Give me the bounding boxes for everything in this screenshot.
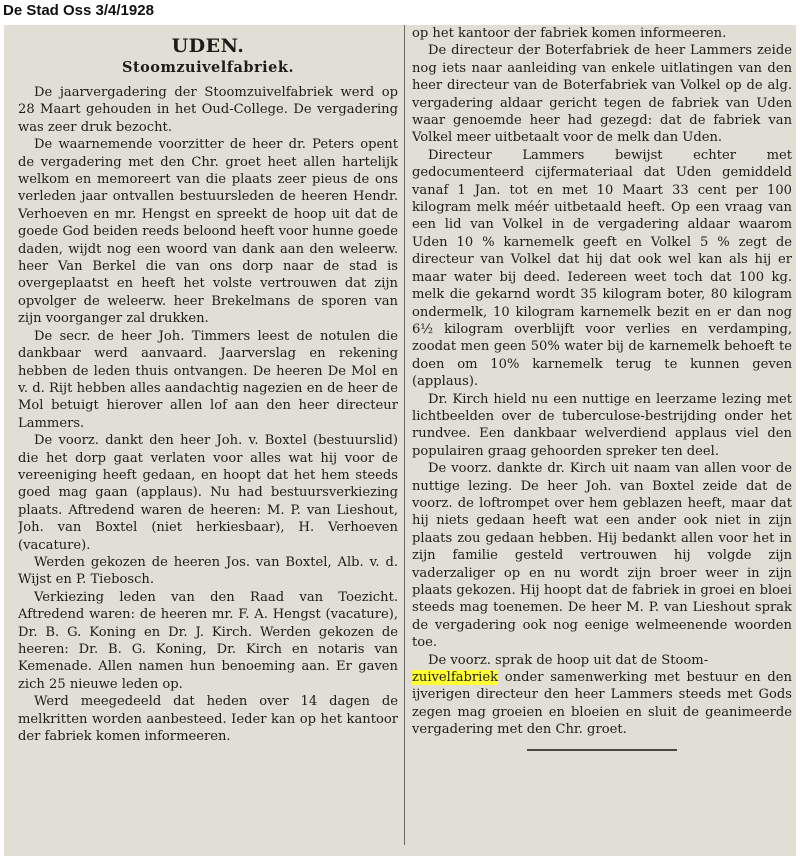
paragraph: Directeur Lammers bewijst echter met gedocumenteerd cijfermateriaal dat Uden gemiddeld vanaf 1 Jan. tot en met 10 Maart 33 cent per 100 kilogram melk méér uitbetaald heeft. Op een vraag van een lid van Volkel in de vergadering aldaar waarom Uden 10 % karnemelk geeft en Volkel 5 % zegt de directeur van Volkel dat hij dat ook wel kan als hij er maar water bij deed. Iedereen weet toch dat 100 kg. melk die gekarnd wordt 35 kilogram boter, 80 kilogram ondermelk, 10 kilogram karnemelk bezit en er dan nog 6½ kilogram overblijft voor verlies en verdamping, zoodat men geen 50% water bij de karnemelk behoeft te doen om 10% karnemelk terug te kunnen geven (applaus). [412, 147, 792, 390]
end-rule [527, 749, 677, 751]
paragraph: Dr. Kirch hield nu een nuttige en leerzame lezing met lichtbeelden over de tuberculose-bestrijding onder het rundvee. Een dankbaar welverdiend applaus viel den populairen graag gehoorden spreker ten deel. [412, 391, 792, 459]
continuation-line: op het kantoor der fabriek komen informeeren. [412, 26, 727, 41]
paragraph: De directeur der Boterfabriek de heer Lammers zeide nog iets naar aanleiding van enkele uitlatingen van den heer directeur van de Boterfabriek van Volkel op de alg. vergadering aldaar gericht tegen de fabriek van Uden waar genoemde heer had gezegd: dat de fabriek van Volkel meer uitbetaalt voor de melk dan Uden. [412, 43, 792, 146]
article-column-left [18, 25, 398, 856]
clipping-caption: De Stad Oss 3/4/1928 [3, 2, 154, 19]
paragraph: De voorz. dankt den heer Joh. v. Boxtel (bestuurslid) die het dorp gaat verlaten voor alles wat hij voor de vereeniging heeft gedaan, en hoopt dat het hem steeds goed mag gaan (applaus). Nu had bestuursverkiezing plaats. Aftredend waren de heeren: M. P. van Lieshout, Joh. van Boxtel (niet herkiesbaar), H. Verhoeven (vacature). [18, 433, 398, 553]
article-column-right [412, 25, 792, 856]
column-divider [404, 25, 405, 845]
article-place-heading: UDEN. [171, 35, 245, 57]
paragraph: De jaarvergadering der Stoomzuivelfabriek werd op 28 Maart gehouden in het Oud-College. De vergadering was zeer druk bezocht. [18, 85, 398, 135]
article-subtitle: Stoomzuivelfabriek. [121, 59, 295, 76]
closing-text-end: onder samenwerking met bestuur en den ijverigen directeur den heer Lammers steeds met Gods zegen mag groeien en bloeien en sluit de geanimeerde vergadering met den Chr. groet. [412, 670, 792, 738]
closing-text-start: De voorz. sprak de hoop uit dat de Stoom- [428, 652, 709, 668]
newspaper-clipping [4, 25, 796, 856]
highlighted-word: zuivelfabriek [412, 670, 499, 686]
paragraph: De voorz. dankte dr. Kirch uit naam van allen voor de nuttige lezing. De heer Joh. van Boxtel zeide dat de voorz. de loftrompet over hem geblazen heeft, maar dat hij niets gedaan heeft wat een ander ook niet in zijn plaats zou gedaan hebben. Hij bedankt allen voor het in zijn familie gesteld vertrouwen hij volgde zijn vaderzaliger op en nu wordt zijn broer weer in zijn plaats gekozen. Hij hoopt dat de fabriek in groei en bloei steeds mag toenemen. De heer M. P. van Lieshout sprak de vergadering ook nog eenige welmeenende woorden toe. [412, 461, 792, 651]
paragraph: Verkiezing leden van den Raad van Toezicht. Aftredend waren: de heeren mr. F. A. Hengst (vacature), Dr. B. G. Koning en Dr. J. Kirch. Werden gekozen de heeren: Dr. B. G. Koning, Dr. Kirch en notaris van Kemenade. Allen namen hun benoeming aan. Er gaven zich 25 nieuwe leden op. [18, 589, 398, 692]
paragraph: De secr. de heer Joh. Timmers leest de notulen die dankbaar werd aanvaard. Jaarverslag en rekening hebben de leden thuis ontvangen. De heeren De Mol en v. d. Rijt hebben alles aandachtig nagezien en de heer de Mol betuigt hierover allen lof aan den heer directeur Lammers. [18, 328, 398, 431]
closing-paragraph [412, 652, 792, 739]
paragraph: Werd meegedeeld dat heden over 14 dagen de melkritten worden aanbesteed. Ieder kan op het kantoor der fabriek komen informeeren. [18, 694, 398, 745]
paragraph: Werden gekozen de heeren Jos. van Boxtel, Alb. v. d. Wijst en P. Tiebosch. [18, 554, 398, 588]
paragraph: De waarnemende voorzitter de heer dr. Peters opent de vergadering met den Chr. groet heet allen hartelijk welkom en memoreert van die plaats zeer pieus de ons verleden jaar ontvallen bestuursleden de heeren Hendr. Verhoeven en mr. Hengst en spreekt de hoop uit dat de goede God beiden reeds beloond heeft voor hunne goede daden, wijdt nog een woord van dank aan den weleerw. heer Van Berkel die van ons dorp naar de stad is overgeplaatst en heeft het volste vertrouwen dat zijn opvolger de weleerw. heer Brekelmans de sporen van zijn voorganger zal drukken. [18, 137, 398, 327]
